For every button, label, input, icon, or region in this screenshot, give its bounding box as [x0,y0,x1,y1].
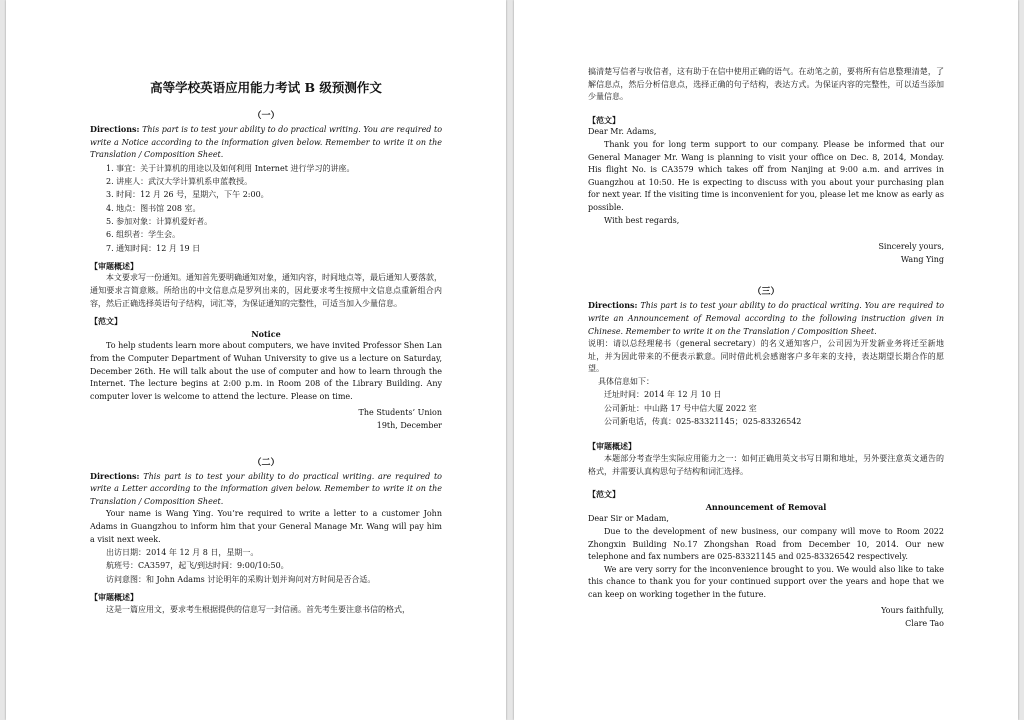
section-heading-3: （三） [752,287,780,298]
notice-body: To help students learn more about computers, we have invited Professor Shen Lan from the Computer Department of Wuhan University to give us a lecture on Saturday, December 26th. He will talk about the use of computer and how to learn through the Internet. The lecture begins at 2:00 p.m. in Room 208 of the Library Building. Any computer lover is welcome to attend the lecture. Please on time. [90,341,443,401]
directions-text: This part is to test your ability to do practical writing. You are required to write a Notice according to the information given below. Remember to write it on the Translation / Composition Sheet. [90,125,443,160]
list-item: 3. 时间：12 月 26 号，星期六，下午 2:00。 [106,190,269,200]
section-heading-1: （一） [252,111,280,121]
sample-label-2: 【范文】 [588,114,620,125]
analysis-text-2: 这是一篇应用文，要求考生根据提供的信息写一封信函。首先考生要注意书信的格式， [106,604,410,614]
list-item: 访问意图：和 John Adams 讨论明年的采购计划并询问对方时间是否合适。 [106,574,376,584]
announcement-salutation: Dear Sir or Madam, [588,514,669,524]
document-page-left [6,0,506,720]
sample-label-1: 【范文】 [90,316,122,327]
directions-3 [588,299,944,338]
letter-closing: Sincerely yours, [878,242,944,252]
document-title: 高等学校英语应用能力考试 B 级预测作文 [150,80,382,95]
list-item: 2. 讲座人：武汉大学计算机系申蓝教授。 [106,177,253,187]
letter-regards: With best regards, [604,215,680,225]
page-left-content [90,0,442,616]
document-page-right [514,0,1018,720]
directions-2 [90,470,442,509]
list-item: 迁址时间：2014 年 12 月 10 日 [604,390,722,400]
instruction-text: 说明：请以总经理秘书（general secretary）的名义通知客户，公司因为开发新业务将迁至新地址，并为因此带来的不便表示歉意。同时借此机会感谢客户多年来的支持，表达期望长期合作的愿望。 [588,339,944,374]
letter-signer: Wang Ying [900,254,944,264]
directions-label: Directions: [588,300,638,311]
list-item: 5. 参加对象：计算机爱好者。 [106,216,213,226]
directions-label: Directions: [90,124,140,134]
analysis-label-2: 【审题概述】 [90,592,138,603]
list-item: 公司新电话，传真：025-83321145；025-83326542 [604,417,802,427]
list-item: 出访日期：2014 年 12 月 8 日，星期一。 [106,548,259,558]
notice-info-list [90,162,442,255]
announcement-body-2: We are very sorry for the inconvenience brought to you. We would also like to take this chance to thank you for your continued support over the years and hope that we can keep on working together in the future. [588,564,944,599]
list-item: 公司新址：中山路 17 号中信大厦 2022 室 [604,403,757,413]
notice-signature-date: 19th, December [376,420,442,430]
announcement-closing: Yours faithfully, [881,606,944,616]
directions-text: This part is to test your ability to do practical writing. are required to write a Letter according to the information given below. Remember to write it on the Translation / Composition Sheet. [90,471,442,506]
announcement-signer: Clare Tao [905,619,944,629]
list-item: 航班号：CA3597，起飞/到达时间：9:00/10:50。 [106,561,289,571]
directions-label: Directions: [90,470,140,481]
list-item: 1. 事宜：关于计算机的用途以及如何利用 Internet 进行学习的讲座。 [106,163,355,173]
list-item: 4. 地点：图书馆 208 室。 [106,203,201,213]
analysis-text-2-continued: 搞清楚写信者与收信者，这有助于在信中使用正确的语气。在动笔之前，要将所有信息整理清楚，了解信息点，然后分析信息点，选择正确的句子结构，表达方式。为保证内容的完整性，可以适当添加少量信息。 [588,67,944,102]
analysis-label-3: 【审题概述】 [588,441,636,452]
notice-signature-org: The Students’ Union [358,408,442,418]
removal-info-list [588,388,944,428]
sample-label-3: 【范文】 [588,489,620,500]
analysis-text-3: 本题部分考查学生实际应用能力之一：如何正确用英文书写日期和地址，另外要注意英文通告的格式，并需要认真构思句子结构和词汇选择。 [588,453,944,476]
announcement-title: Announcement of Removal [705,501,827,512]
notice-title: Notice [251,328,281,339]
directions-text: This part is to test your ability to do practical writing. You are required to write an Announcement of Removal according to the following instruction given in Chinese. Remember to write it on the Translation / Composition Sheet. [588,301,945,336]
announcement-body-1: Due to the development of new business, our company will move to Room 2022 Zhongxin Building No.17 Zhongshan Road from December 10, 2014. Our new telephone and fax numbers are 025-83321145 and 025-83326542 respectively. [588,526,944,562]
directions-1 [90,123,442,162]
letter-salutation: Dear Mr. Adams, [588,127,657,137]
info-intro: 具体信息如下： [598,376,654,386]
list-item: 7. 通知时间：12 月 19 日 [106,243,201,253]
analysis-text-1: 本文要求写一份通知。通知首先要明确通知对象，通知内容，时间地点等，最后通知人要落款，通知要求言简意赅。所给出的中文信息点是罗列出来的，因此要求考生按照中文信息点重新组合内容，然后正确选择英语句子结构，词汇等，为保证通知的完整性，可适当加入少量信息。 [90,273,442,308]
list-item: 6. 组织者：学生会。 [106,230,181,240]
page-right-content [588,0,944,631]
letter-task-intro: Your name is Wang Ying. You’re required to write a letter to a customer John Adams in Guangzhou to inform him that your General Manage Mr. Wang will pay him a visit next week. [90,509,442,544]
letter-body: Thank you for long term support to our company. Please be informed that our General Manager Mr. Wang is planning to visit your office on Dec. 8, 2014, Monday. His flight No. is CA3579 which takes off from Nanjing at 9:00 a.m. and arrives in Guangzhou at 10:50. He is expecting to discuss with you about your purchasing plan for next year. If the visiting time is inconvenient for you, please let me know as early as possible. [588,139,944,212]
analysis-label-1: 【审题概述】 [90,260,138,271]
visit-info-list [90,546,442,586]
section-heading-2: （二） [252,457,280,468]
